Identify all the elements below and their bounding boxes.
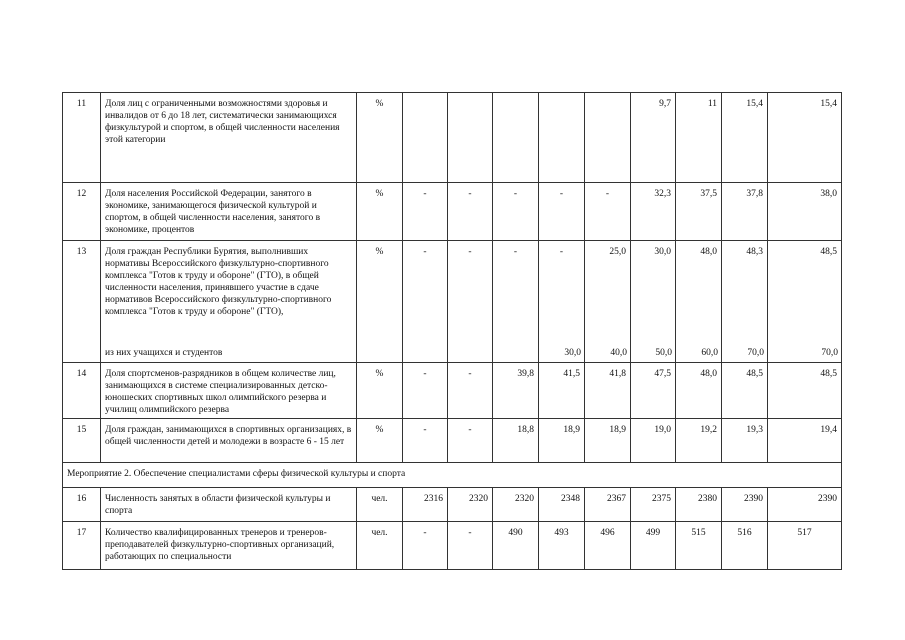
table-row [63, 93, 842, 183]
value-cell: 41,8 [585, 363, 631, 419]
row-number: 12 [63, 183, 101, 241]
row-number: 11 [63, 93, 101, 183]
value-sub: 70,0 [747, 348, 764, 358]
row-number: 14 [63, 363, 101, 419]
value-cell: 18,9 [585, 419, 631, 463]
value-cell: 32,3 [631, 183, 676, 241]
value-cell: 516 [722, 522, 768, 570]
indicator-name: Количество квалифицированных тренеров и тренеров-преподавателей физкультурно-спортивных организаций, работающих по специальности [101, 522, 357, 570]
value-cell [448, 93, 493, 183]
value-cell: - [585, 183, 631, 241]
value: 48,0 [700, 247, 717, 257]
value-cell: 490 [493, 522, 539, 570]
value-cell [676, 241, 722, 363]
value-cell: 37,8 [722, 183, 768, 241]
value-cell: - [448, 183, 493, 241]
value-cell: 18,8 [493, 419, 539, 463]
indicator-name: Доля населения Российской Федерации, занятого в экономике, занимающегося физической культурой и спортом, в общей численности населения, занятого в экономике, процентов [101, 183, 357, 241]
table-row [63, 363, 842, 419]
indicator-name: Доля лиц с ограниченными возможностями здоровья и инвалидов от 6 до 18 лет, систематически занимающихся физкультурой и спортом, в общей численности населения этой категории [101, 93, 357, 183]
value-sub: 30,0 [564, 348, 581, 358]
value-cell: 19,3 [722, 419, 768, 463]
value-cell [539, 93, 585, 183]
value-cell: 48,5 [722, 363, 768, 419]
row-number: 16 [63, 488, 101, 522]
unit: чел. [357, 522, 403, 570]
value-cell: - [403, 363, 448, 419]
section-row [63, 463, 842, 488]
row-number: 15 [63, 419, 101, 463]
indicator-subname: из них учащихся и студентов [105, 348, 223, 358]
value-cell: - [448, 522, 493, 570]
value-cell: 38,0 [768, 183, 842, 241]
unit: % [357, 419, 403, 463]
indicator-name: Доля спортсменов-разрядников в общем количестве лиц, занимающихся в системе специализированных детско-юношеских спортивных школ олимпийского резерва и училищ олимпийского резерва [101, 363, 357, 419]
value-sub: 40,0 [610, 348, 627, 358]
value-cell [768, 241, 842, 363]
value-cell: - [539, 183, 585, 241]
value: - [423, 247, 427, 257]
row-number: 17 [63, 522, 101, 570]
value-cell: 2375 [631, 488, 676, 522]
value-cell: 48,5 [768, 363, 842, 419]
value-cell: 515 [676, 522, 722, 570]
indicator-name: Численность занятых в области физической культуры и спорта [101, 488, 357, 522]
value-cell: 2380 [676, 488, 722, 522]
value-cell: - [493, 183, 539, 241]
value: 48,3 [746, 247, 763, 257]
value-cell: 19,0 [631, 419, 676, 463]
value-cell: 2316 [403, 488, 448, 522]
value: 30,0 [654, 247, 671, 257]
value-cell: 517 [768, 522, 842, 570]
value-cell [585, 93, 631, 183]
indicators-table [62, 92, 842, 570]
value-cell: 2320 [493, 488, 539, 522]
value-cell [493, 93, 539, 183]
value-cell [539, 241, 585, 363]
unit: % [357, 93, 403, 183]
value-cell [403, 93, 448, 183]
indicator-name-cell [101, 241, 357, 363]
value-cell: 496 [585, 522, 631, 570]
value-cell: 9,7 [631, 93, 676, 183]
value-cell: 18,9 [539, 419, 585, 463]
value-cell [448, 241, 493, 363]
value-cell: 499 [631, 522, 676, 570]
value-cell [585, 241, 631, 363]
value-cell: 2390 [722, 488, 768, 522]
value-cell: 2320 [448, 488, 493, 522]
indicator-name: Доля граждан Республики Бурятия, выполнивших нормативы Всероссийского физкультурно-спортивного комплекса "Готов к труду и обороне" (ГТО), в общей численности населения, принявшего участие в сдаче нормативов Всероссийского физкультурно-спортивного комплекса "Готов к труду и обороне" (ГТО), [105, 247, 332, 317]
unit: % [357, 363, 403, 419]
value-sub: 60,0 [701, 348, 718, 358]
value-cell: - [403, 183, 448, 241]
value-cell: 2348 [539, 488, 585, 522]
value-cell: 19,4 [768, 419, 842, 463]
value-cell [631, 241, 676, 363]
value-cell: 19,2 [676, 419, 722, 463]
value: - [513, 247, 518, 257]
value: - [468, 247, 472, 257]
value-cell: 15,4 [768, 93, 842, 183]
table-row [63, 241, 842, 363]
value-cell: 41,5 [539, 363, 585, 419]
value-cell: - [403, 522, 448, 570]
unit: % [357, 241, 403, 363]
value-cell: - [403, 419, 448, 463]
table-row [63, 183, 842, 241]
value: - [559, 247, 564, 257]
value-cell: 11 [676, 93, 722, 183]
value-cell: 15,4 [722, 93, 768, 183]
value-cell: 37,5 [676, 183, 722, 241]
value-cell: 493 [539, 522, 585, 570]
value-sub: 50,0 [655, 348, 672, 358]
value-cell: 2367 [585, 488, 631, 522]
value-cell: 48,0 [676, 363, 722, 419]
value-cell [493, 241, 539, 363]
table-row [63, 522, 842, 570]
value-cell: 47,5 [631, 363, 676, 419]
value-cell: - [448, 363, 493, 419]
value: 25,0 [609, 247, 626, 257]
section-title: Мероприятие 2. Обеспечение специалистами сферы физической культуры и спорта [63, 463, 842, 488]
value-cell: 39,8 [493, 363, 539, 419]
indicator-name: Доля граждан, занимающихся в спортивных организациях, в общей численности детей и молодежи в возрасте 6 - 15 лет [101, 419, 357, 463]
value: 48,5 [820, 247, 837, 257]
value-cell [722, 241, 768, 363]
value-cell: 2390 [768, 488, 842, 522]
value-cell: - [448, 419, 493, 463]
table-row [63, 419, 842, 463]
value-sub: 70,0 [821, 348, 838, 358]
value-cell [403, 241, 448, 363]
table-row [63, 488, 842, 522]
unit: чел. [357, 488, 403, 522]
row-number: 13 [63, 241, 101, 363]
unit: % [357, 183, 403, 241]
